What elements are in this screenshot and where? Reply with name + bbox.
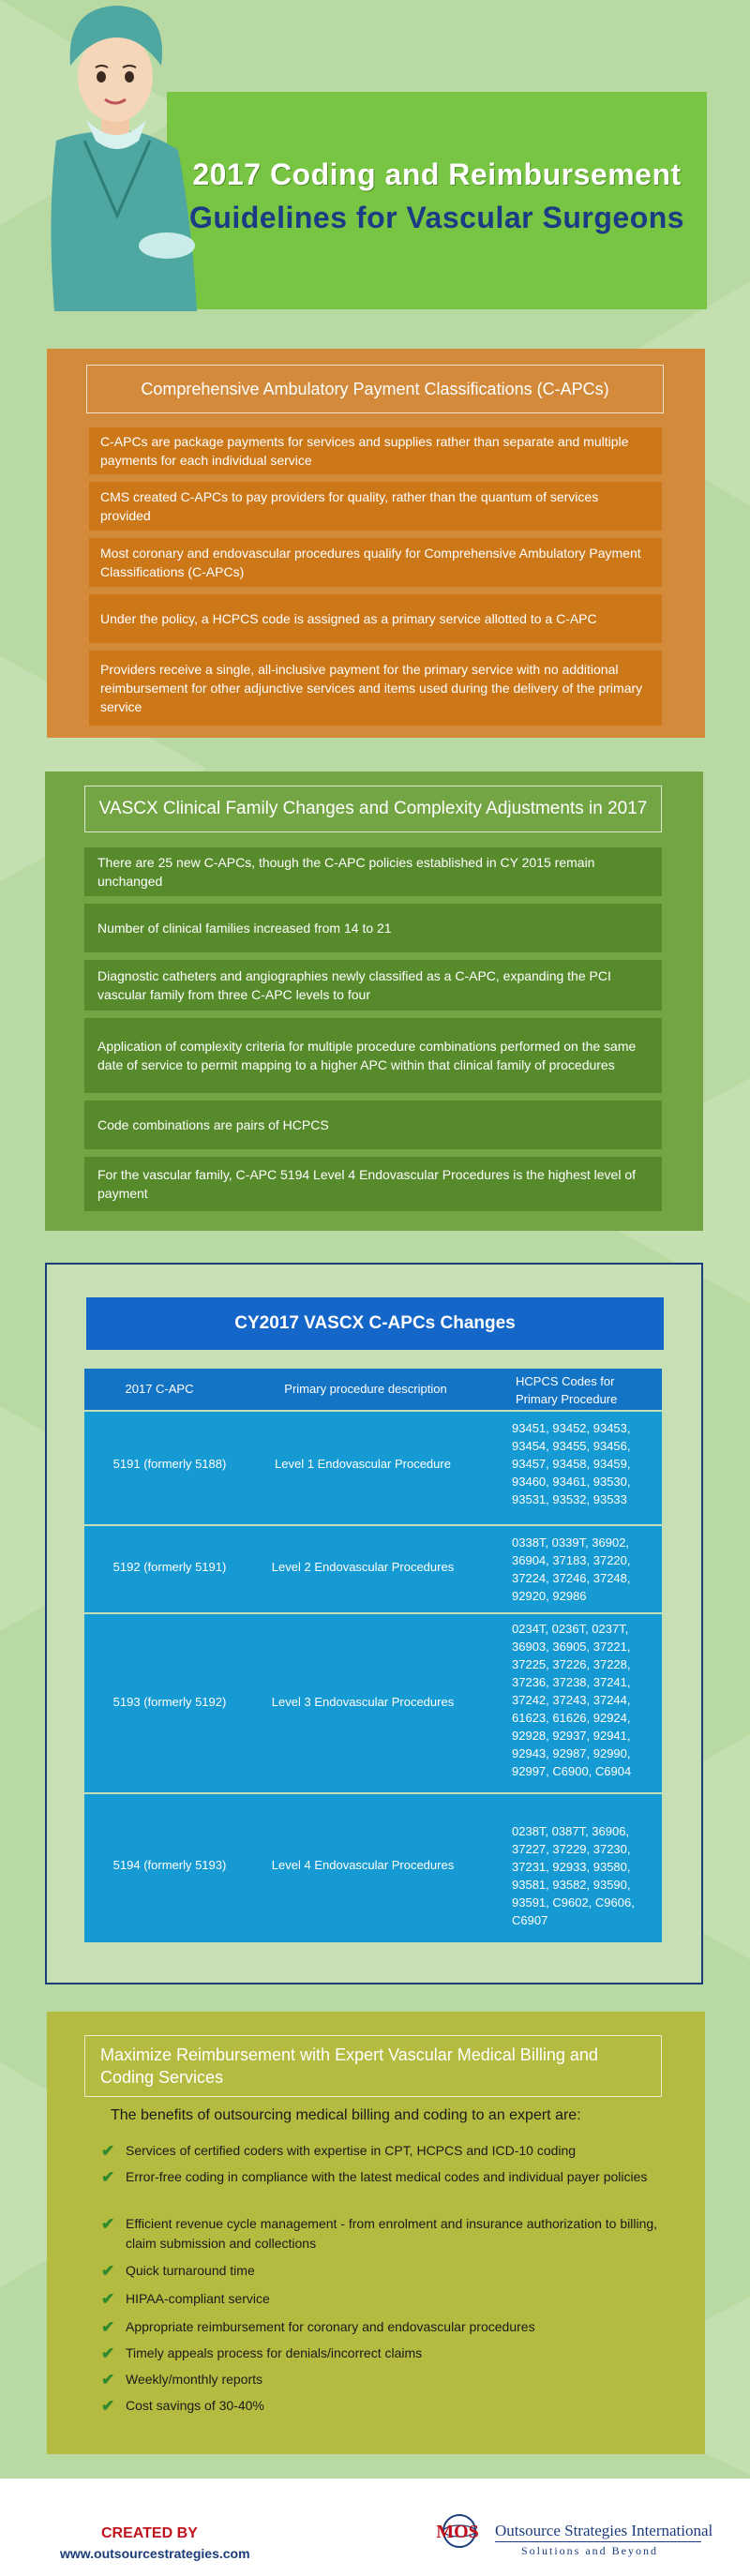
description-cell: Level 2 Endovascular Procedures bbox=[271, 1560, 455, 1574]
capc-cell: 5193 (formerly 5192) bbox=[112, 1695, 227, 1709]
benefit-item bbox=[101, 2344, 664, 2363]
capc-item: Under the policy, a HCPCS code is assigned as a primary service allotted to a C-APC bbox=[89, 594, 662, 643]
benefit-item bbox=[101, 2370, 664, 2389]
table-header-cell: 2017 C-APC bbox=[125, 1382, 194, 1396]
description-cell: Level 4 Endovascular Procedures bbox=[271, 1858, 455, 1872]
benefit-text: Error-free coding in compliance with the latest medical codes and individual payer policies bbox=[126, 2169, 648, 2184]
vascx-item: There are 25 new C-APCs, though the C-APC policies established in CY 2015 remain unchanged bbox=[84, 847, 662, 896]
codes-cell: 93451, 93452, 93453, 93454, 93455, 93456, 93457, 93458, 93459, 93460, 93461, 93530, 93531, 93532, 93533 bbox=[512, 1421, 631, 1506]
vascx-item: For the vascular family, C-APC 5194 Level 4 Endovascular Procedures is the highest level of payment bbox=[84, 1157, 662, 1211]
codes-cell: 0234T, 0236T, 0237T, 36903, 36905, 37221, 37225, 37226, 37228, 37236, 37238, 37241, 37242, 37243, 37244, 61623, 61626, 92924, 92928, 92937, 92941, 92943, 92987, 92990, 92997, C6900, C6904 bbox=[512, 1622, 632, 1778]
table-row bbox=[84, 1792, 662, 1942]
benefit-item bbox=[101, 2167, 664, 2187]
benefit-text: Timely appeals process for denials/incorrect claims bbox=[126, 2345, 423, 2360]
benefit-text: Quick turnaround time bbox=[126, 2263, 255, 2278]
capc-item: CMS created C-APCs to pay providers for quality, rather than the quantum of services provided bbox=[89, 482, 662, 531]
logo-divider bbox=[495, 2541, 701, 2542]
table-header-cell: Primary procedure description bbox=[284, 1382, 447, 1396]
nurse-illustration-icon bbox=[28, 0, 206, 311]
checkmark-icon: ✔ bbox=[101, 2142, 115, 2160]
benefit-item bbox=[101, 2261, 664, 2281]
company-name: Outsource Strategies International bbox=[495, 2522, 713, 2539]
capc-section-title: Comprehensive Ambulatory Payment Classifications (C-APCs) bbox=[86, 365, 664, 413]
vascx-item: Diagnostic catheters and angiographies newly classified as a C-APC, expanding the PCI vascular family from three C-APC levels to four bbox=[84, 960, 662, 1011]
capc-item: Providers receive a single, all-inclusive payment for the primary service with no additional reimbursement for other adjunctive services and items used during the delivery of the primary service bbox=[89, 651, 662, 726]
vascx-item: Application of complexity criteria for multiple procedure combinations performed on the same date of service to permit mapping to a higher APC within that clinical family of procedures bbox=[84, 1018, 662, 1093]
logo-letters: MOS bbox=[436, 2522, 479, 2542]
checkmark-icon: ✔ bbox=[101, 2290, 115, 2308]
benefit-item bbox=[101, 2396, 664, 2416]
benefits-intro: The benefits of outsourcing medical billing and coding to an expert are: bbox=[111, 2107, 581, 2123]
checkmark-icon: ✔ bbox=[101, 2215, 115, 2233]
checkmark-icon: ✔ bbox=[101, 2371, 115, 2389]
description-cell: Level 1 Endovascular Procedure bbox=[275, 1457, 451, 1471]
benefit-item bbox=[101, 2141, 664, 2161]
vascx-section-title: VASCX Clinical Family Changes and Complexity Adjustments in 2017 bbox=[84, 786, 662, 832]
company-logo-icon bbox=[426, 2509, 489, 2557]
table-header-row bbox=[84, 1369, 662, 1410]
page-title-line2: Guidelines for Vascular Surgeons bbox=[188, 201, 685, 234]
capc-item: Most coronary and endovascular procedures qualify for Comprehensive Ambulatory Payment Classifications (C-APCs) bbox=[89, 538, 662, 587]
table-header-cell: HCPCS Codes for Primary Procedure bbox=[516, 1374, 618, 1406]
capc-item: C-APCs are package payments for services and supplies rather than separate and multiple payments for each individual service bbox=[89, 427, 662, 474]
description-cell: Level 3 Endovascular Procedures bbox=[271, 1695, 455, 1709]
table-row bbox=[84, 1612, 662, 1792]
benefit-text: Weekly/monthly reports bbox=[126, 2372, 263, 2387]
company-tagline: Solutions and Beyond bbox=[521, 2544, 659, 2557]
table-row bbox=[84, 1524, 662, 1612]
benefit-text: Cost savings of 30-40% bbox=[126, 2398, 264, 2413]
checkmark-icon: ✔ bbox=[101, 2397, 115, 2415]
codes-cell: 0338T, 0339T, 36902, 36904, 37183, 37220, 37224, 37246, 37248, 92920, 92986 bbox=[512, 1535, 631, 1603]
benefit-text: Services of certified coders with expertise in CPT, HCPCS and ICD-10 coding bbox=[126, 2143, 577, 2158]
benefit-item bbox=[101, 2317, 664, 2337]
benefit-text: HIPAA-compliant service bbox=[126, 2291, 270, 2306]
created-by-label: CREATED BY bbox=[101, 2525, 198, 2541]
checkmark-icon: ✔ bbox=[101, 2318, 115, 2336]
capc-cell: 5194 (formerly 5193) bbox=[112, 1858, 227, 1872]
codes-cell: 0238T, 0387T, 36906, 37227, 37229, 37230, 37231, 92933, 93580, 93581, 93582, 93590, 93591, C9602, C9606, C6907 bbox=[512, 1824, 635, 1927]
benefit-item bbox=[101, 2289, 664, 2309]
checkmark-icon: ✔ bbox=[101, 2168, 115, 2186]
vascx-item: Number of clinical families increased from 14 to 21 bbox=[84, 904, 662, 952]
page-title-line1: 2017 Coding and Reimbursement bbox=[192, 157, 682, 191]
website-link[interactable]: www.outsourcestrategies.com bbox=[60, 2546, 250, 2561]
benefits-section-title: Maximize Reimbursement with Expert Vascular Medical Billing and Coding Services bbox=[84, 2035, 662, 2097]
benefit-item bbox=[101, 2214, 664, 2254]
checkmark-icon: ✔ bbox=[101, 2262, 115, 2280]
checkmark-icon: ✔ bbox=[101, 2344, 115, 2362]
benefit-text: Appropriate reimbursement for coronary and endovascular procedures bbox=[126, 2319, 535, 2334]
benefit-text: Efficient revenue cycle management - from enrolment and insurance authorization to billing, claim submission and collections bbox=[126, 2216, 658, 2251]
capc-cell: 5191 (formerly 5188) bbox=[112, 1457, 227, 1471]
changes-table-title: CY2017 VASCX C-APCs Changes bbox=[86, 1297, 664, 1350]
capc-cell: 5192 (formerly 5191) bbox=[112, 1560, 227, 1574]
table-row bbox=[84, 1410, 662, 1524]
vascx-item: Code combinations are pairs of HCPCS bbox=[84, 1101, 662, 1149]
